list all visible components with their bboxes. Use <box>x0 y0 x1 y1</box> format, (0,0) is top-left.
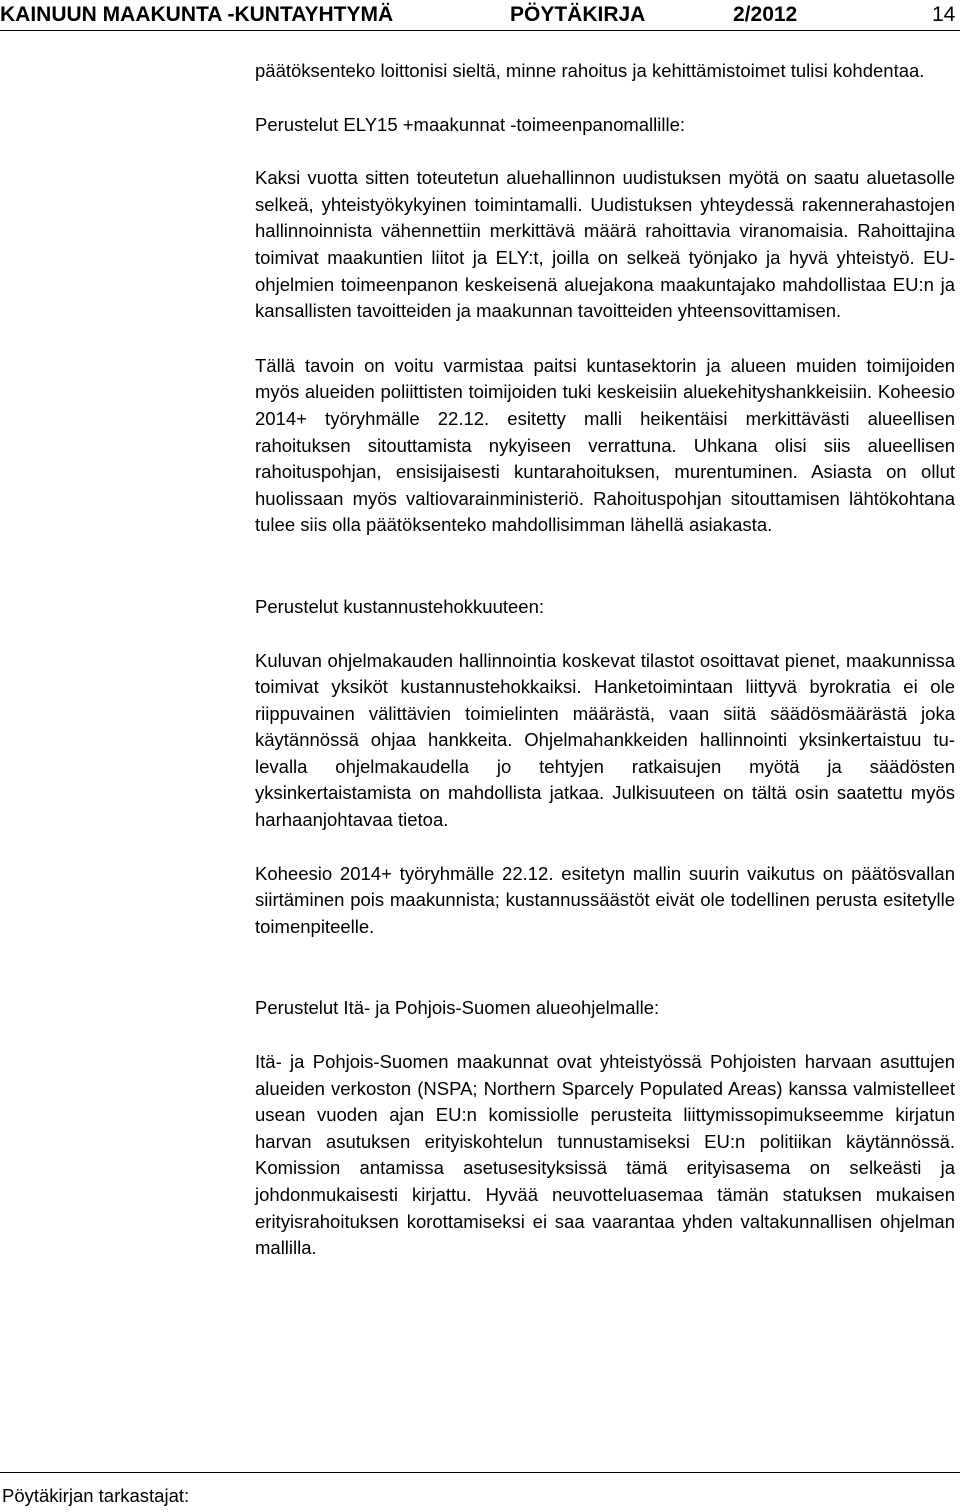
paragraph-decision-power: Koheesio 2014+ työryhmälle 22.12. esitetyn mallin suurin vaikutus on päätösvallan siirtäminen pois maakunnista; kustannussäästöt eivät ole todellinen perusta esitetylle toimenpiteelle. <box>255 862 955 937</box>
paragraph-continuation: päätöksenteko loittonisi sieltä, minne rahoitus ja kehittämistoimet tulisi kohdentaa. <box>255 60 925 81</box>
paragraph-funding-commitment: Tällä tavoin on voitu varmistaa paitsi kuntasektorin ja alueen muiden toimijoiden myös alueiden poliittisten toimijoiden tuki keskeisiin aluekehityshankkeisiin. Koheesio 2014+ työryhmälle 22.12. esitetty malli heikentäisi merkittävästi alueellisen rahoituksen sitouttamista nykyiseen verrattuna. Uhkana olisi siis alueellisen rahoituspohjan, ensisijaisesti kuntarahoituksen, murentuminen. Asiasta on ollut huolissaan myös valtiovarainministeriö. Rahoituspohjan sitouttamisen lähtökohtana tulee siis olla päätöksenteko mahdollisimman lähellä asiakasta. <box>255 354 955 536</box>
page-header <box>0 0 960 31</box>
page-number: 14 <box>932 3 956 26</box>
organization-name: KAINUUN MAAKUNTA -KUNTAYHTYMÄ <box>0 3 394 26</box>
page-footer <box>0 1472 960 1509</box>
document-type: PÖYTÄKIRJA <box>510 3 646 26</box>
section-heading-ely15: Perustelut ELY15 +maakunnat -toimeenpanomallille: <box>255 113 686 135</box>
paragraph-ely15-justification: Kaksi vuotta sitten toteutetun aluehallinnon uudistuksen myötä on saatu aluetasolle selkeä, yhteistyökykyinen toimintamalli. Uudistuksen yhteydessä rakennerahastojen hallinnoinnista vähennettiin merkittävä määrä rahoittavia viranomaisia. Rahoittajina toimivat maakuntien liitot ja ELY:t, joilla on selkeä työnjako ja hyvä yhteistyö. EU-ohjelmien toimeenpanon keskeisenä aluejakona maakuntajako mahdollistaa EU:n ja kansallisten tavoitteiden ja maakunnan tavoitteiden yhteensovittamisen. <box>255 167 955 322</box>
document-body <box>255 58 955 1262</box>
footer-label: Pöytäkirjan tarkastajat: <box>2 1485 190 1506</box>
paragraph-cost-efficiency: Kuluvan ohjelmakauden hallinnointia koskevat tilastot osoittavat pienet, maakunnissa toimivat yksiköt kustannustehokkaiksi. Hanketoimintaan liittyvä byrokratia ei ole riippuvainen välittävien toimielinten määrästä, vaan siitä säädösmäärästä joka käytännössä ohjaa hankkeita. Ohjelmahankkeiden hallinnointi yksinkertaistuu tulevalla ohjelmakaudella jo tehtyjen ratkaisujen myötä ja säädösten yksinkertaistamista on mahdollista jatkaa. Julkisuuteen on tältä osin saatettu myös harhaanjohtavaa tietoa. <box>255 649 955 831</box>
section-heading-regional-program: Perustelut Itä- ja Pohjois-Suomen alueohjelmalle: <box>255 997 660 1019</box>
section-heading-cost-efficiency: Perustelut kustannustehokkuuteen: <box>255 595 544 617</box>
document-number: 2/2012 <box>733 3 798 26</box>
paragraph-regional-program: Itä- ja Pohjois-Suomen maakunnat ovat yhteistyössä Pohjoisten harvaan asuttujen alueiden verkoston (NSPA; Northern Sparcely Populated Areas) kanssa valmistelleet usean vuoden ajan EU:n komissiolle perusteita liittymissopimukseemme kirjatun harvan asutuksen erityiskohtelun tunnustamiseksi EU:n politiikan käytännössä. Komission antamissa asetusesityksissä tämä erityisasema on selkeästi ja johdonmukaisesti kirjattu. Hyvää neuvotteluasemaa tämän statuksen mukaisen erityisrahoituksen korottamiseksi ei saa vaarantaa yhden valtakunnallisen ohjelman mallilla. <box>255 1051 955 1259</box>
